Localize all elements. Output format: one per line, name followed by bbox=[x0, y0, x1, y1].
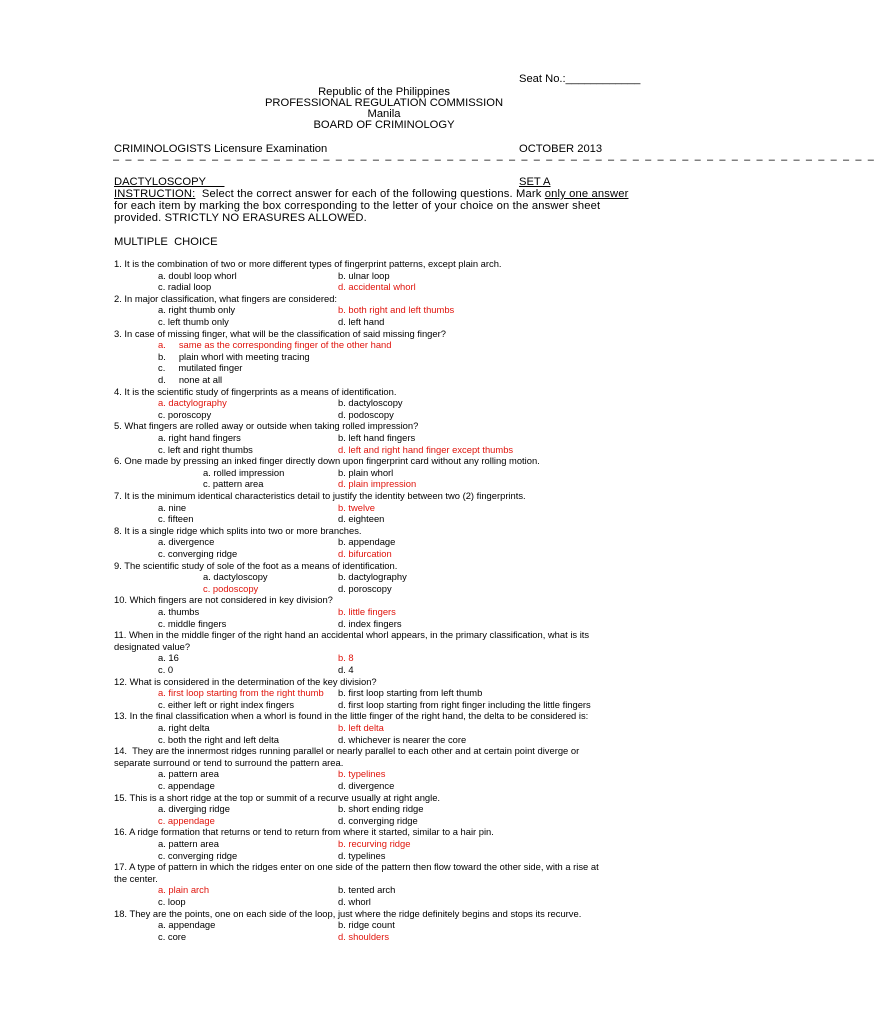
answer-option-c: c. left thumb only bbox=[158, 316, 229, 327]
answer-option-b: b. dactylography bbox=[338, 571, 407, 583]
answer-option-b: b. ridge count bbox=[338, 919, 395, 931]
answer-option-c: c. radial loop bbox=[158, 281, 212, 293]
section-title: MULTIPLE CHOICE bbox=[114, 236, 218, 248]
answer-option-a: a. right delta bbox=[158, 722, 210, 733]
answer-option-b: b. tented arch bbox=[338, 884, 396, 896]
question-text: 14. They are the innermost ridges running parallel or nearly parallel to each other and at certain point diverge or bbox=[114, 745, 580, 757]
answer-option-a: a. appendage bbox=[158, 919, 216, 931]
answer-option-d: d. first loop starting from right finger including the little fingers bbox=[338, 698, 591, 710]
header-prc: PROFESSIONAL REGULATION COMMISSION bbox=[264, 97, 504, 109]
answer-option-c: c. poroscopy bbox=[158, 408, 212, 420]
answer-option-a: a. rolled impression bbox=[203, 466, 285, 478]
answer-option-c: c. both the right and left delta bbox=[158, 733, 279, 745]
answer-option-a: a. 16 bbox=[158, 652, 179, 664]
answer-option-b: b. first loop starting from left thumb bbox=[338, 687, 483, 699]
question-text: 13. In the final classification when a whorl is found in the little finger of the right hand, the delta to be considered is: bbox=[114, 710, 589, 722]
answer-option-c: c. 0 bbox=[158, 664, 174, 675]
answer-option-d: d. accidental whorl bbox=[338, 281, 416, 293]
header-board: BOARD OF CRIMINOLOGY bbox=[313, 119, 455, 131]
dashed-separator: – – – – – – – – – – – – – – – – – – – – – – – – – – – – – – – – – – – – – – – – – – – – – – – – – – – – – – – – – – – – – – bbox=[113, 154, 876, 166]
answer-option-d: d. shoulders bbox=[338, 930, 390, 942]
answer-option-b: b. typelines bbox=[338, 768, 386, 780]
instruction-label: INSTRUCTION: bbox=[114, 188, 196, 200]
answer-option-d: d. poroscopy bbox=[338, 582, 392, 594]
answer-option-c: c. left and right thumbs bbox=[158, 443, 253, 455]
answer-option-c: c. core bbox=[158, 930, 187, 942]
question-text: 1. It is the combination of two or more different types of fingerprint patterns, except plain arch. bbox=[114, 258, 502, 269]
question-text: 7. It is the minimum identical characteristics detail to justify the identity between two (2) fingerprints. bbox=[114, 490, 526, 501]
question-text: 9. The scientific study of sole of the foot as a means of identification. bbox=[114, 559, 398, 571]
question-text: 15. This is a short ridge at the top or summit of a recurve usually at right angle. bbox=[114, 791, 441, 803]
answer-option-b: b. appendage bbox=[338, 536, 396, 548]
answer-option-a: a. nine bbox=[158, 501, 187, 513]
answer-option-d: d. bifurcation bbox=[338, 548, 392, 559]
answer-option-a: a. dactyloscopy bbox=[203, 571, 268, 583]
answer-option-d: d. converging ridge bbox=[338, 814, 418, 826]
answer-option-d: d. plain impression bbox=[338, 478, 417, 490]
question-text: 16. A ridge formation that returns or tend to return from where it started, similar to a hair pin. bbox=[114, 826, 494, 838]
answer-option-b: b. recurving ridge bbox=[338, 838, 411, 849]
answer-option-b: b. dactyloscopy bbox=[338, 397, 403, 409]
question-text: 17. A type of pattern in which the ridges enter on one side of the pattern then flow toward the other side, with a rise at bbox=[114, 861, 599, 873]
answer-option-b: b. little fingers bbox=[338, 606, 396, 617]
answer-option-c: c. either left or right index fingers bbox=[158, 698, 295, 710]
answer-option-d: d. divergence bbox=[338, 780, 395, 791]
answer-option-a: a. thumbs bbox=[158, 606, 200, 617]
answer-option-a: a. pattern area bbox=[158, 768, 219, 780]
set-label: SET A bbox=[519, 176, 551, 188]
subject-title: DACTYLOSCOPY bbox=[114, 176, 225, 188]
question-text-cont: separate surround or tend to surround the pattern area. bbox=[114, 756, 344, 768]
question-text: 2. In major classification, what fingers are considered: bbox=[114, 292, 338, 304]
answer-option-b: b. left hand fingers bbox=[338, 432, 416, 443]
question-text: 3. In case of missing finger, what will be the classification of said missing finger? bbox=[114, 327, 446, 339]
answer-option-c: c. appendage bbox=[158, 814, 215, 826]
answer-option-c: c. podoscopy bbox=[203, 582, 259, 594]
answer-option-a: a. pattern area bbox=[158, 838, 219, 849]
answer-option: d. none at all bbox=[158, 374, 223, 385]
answer-option-a: a. doubl loop whorl bbox=[158, 269, 237, 281]
answer-option-c: c. converging ridge bbox=[158, 849, 238, 861]
answer-option-c: c. converging ridge bbox=[158, 548, 238, 559]
header-city: Manila bbox=[367, 108, 401, 120]
exam-date: OCTOBER 2013 bbox=[519, 143, 603, 155]
question-text: 5. What fingers are rolled away or outside when taking rolled impression? bbox=[114, 420, 419, 432]
answer-option-a: a. right thumb only bbox=[158, 304, 236, 316]
answer-option-c: c. appendage bbox=[158, 780, 215, 791]
question-text-cont: designated value? bbox=[114, 640, 191, 652]
question-text: 8. It is a single ridge which splits into two or more branches. bbox=[114, 524, 362, 536]
instruction-line-2: for each item by marking the box corresponding to the letter of your choice on the answer sheet bbox=[114, 200, 601, 212]
exam-title: CRIMINOLOGISTS Licensure Examination bbox=[114, 143, 328, 155]
answer-option-a: a. divergence bbox=[158, 536, 215, 548]
answer-option-a: a. first loop starting from the right thumb bbox=[158, 687, 324, 699]
answer-option-d: d. index fingers bbox=[338, 617, 402, 629]
answer-option-b: b. 8 bbox=[338, 652, 354, 664]
answer-option: b. plain whorl with meeting tracing bbox=[158, 350, 310, 362]
instruction-emphasis: only one answer bbox=[544, 188, 629, 200]
question-text: 6. One made by pressing an inked finger directly down upon fingerprint card without any rolling motion. bbox=[114, 455, 540, 467]
answer-option: a. same as the corresponding finger of the other hand bbox=[158, 339, 392, 351]
answer-option-b: b. ulnar loop bbox=[338, 269, 390, 281]
answer-option-a: a. dactylography bbox=[158, 397, 227, 409]
answer-option-d: d. whorl bbox=[338, 896, 371, 907]
answer-option-b: b. short ending ridge bbox=[338, 803, 424, 815]
answer-option-a: a. right hand fingers bbox=[158, 432, 241, 443]
instruction-line-3: provided. STRICTLY NO ERASURES ALLOWED. bbox=[114, 212, 367, 224]
header-republic: Republic of the Philippines bbox=[318, 86, 450, 98]
question-text: 11. When in the middle finger of the right hand an accidental whorl appears, in the primary classification, what is its bbox=[114, 629, 590, 641]
seat-number: Seat No.:____________ bbox=[519, 73, 641, 85]
answer-option-d: d. left and right hand finger except thumbs bbox=[338, 443, 514, 455]
answer-option-d: d. 4 bbox=[338, 664, 354, 675]
answer-option-b: b. left delta bbox=[338, 722, 384, 733]
answer-option: c. mutilated finger bbox=[158, 362, 243, 374]
answer-option-d: d. left hand bbox=[338, 316, 385, 327]
instruction-text: Select the correct answer for each of the following questions. Mark bbox=[195, 188, 545, 200]
answer-option-c: c. pattern area bbox=[203, 478, 264, 490]
answer-option-d: d. podoscopy bbox=[338, 408, 394, 420]
answer-option-d: d. whichever is nearer the core bbox=[338, 733, 467, 745]
answer-option-a: a. plain arch bbox=[158, 884, 210, 896]
answer-option-c: c. loop bbox=[158, 896, 186, 907]
answer-option-d: d. typelines bbox=[338, 849, 386, 861]
answer-option-b: b. twelve bbox=[338, 501, 375, 513]
question-text: 10. Which fingers are not considered in key division? bbox=[114, 594, 333, 606]
answer-option-c: c. fifteen bbox=[158, 513, 194, 525]
question-text: 4. It is the scientific study of fingerprints as a means of identification. bbox=[114, 385, 397, 397]
answer-option-a: a. diverging ridge bbox=[158, 803, 230, 815]
answer-option-b: b. both right and left thumbs bbox=[338, 304, 455, 316]
answer-option-d: d. eighteen bbox=[338, 513, 385, 525]
question-text-cont: the center. bbox=[114, 872, 158, 884]
question-text: 18. They are the points, one on each side of the loop, just where the ridge definitely begins and stops its recurve. bbox=[114, 907, 582, 919]
answer-option-b: b. plain whorl bbox=[338, 466, 394, 478]
question-text: 12. What is considered in the determination of the key division? bbox=[114, 675, 377, 687]
answer-option-c: c. middle fingers bbox=[158, 617, 227, 629]
